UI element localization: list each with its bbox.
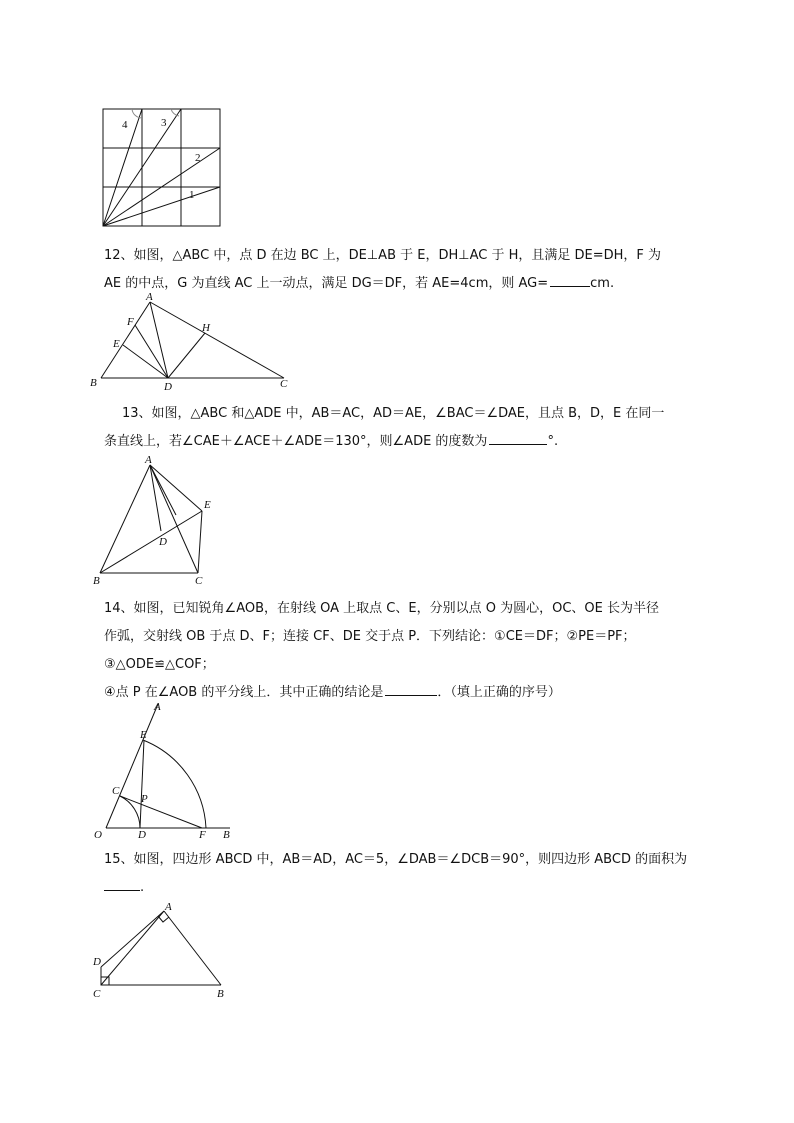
q15-label-c: C bbox=[93, 988, 101, 1000]
q15-quadrilateral-figure bbox=[88, 895, 233, 1005]
q13-label-c: C bbox=[195, 575, 203, 587]
q13-label-b: B bbox=[93, 575, 100, 587]
q14-label-e: E bbox=[140, 729, 147, 741]
q13-label-e: E bbox=[204, 499, 211, 511]
q14-label-d: D bbox=[138, 829, 146, 840]
q13-label-d: D bbox=[159, 536, 167, 548]
q14-label-f: F bbox=[199, 829, 206, 840]
q12-line-1: 12、如图，△ABC 中，点 D 在边 BC 上，DE⊥AB 于 E，DH⊥AC 于 H，且满足 DE=DH，F 为 bbox=[104, 248, 662, 263]
question-15 bbox=[104, 846, 714, 902]
q13-line-1: 13、如图，△ABC 和△ADE 中，AB＝AC，AD＝AE，∠BAC＝∠DAE，且点 B，D，E 在同一 bbox=[122, 406, 665, 421]
q13-label-a: A bbox=[145, 454, 152, 466]
grid-label-2: 2 bbox=[195, 152, 201, 164]
q12-triangle-figure bbox=[86, 290, 296, 392]
q14-line-1: 14、如图，已知锐角∠AOB，在射线 OA 上取点 C、E，分别以点 O 为圆心，OC、OE 长为半径 bbox=[104, 601, 659, 616]
q14-label-c: C bbox=[112, 785, 120, 797]
question-14 bbox=[104, 595, 704, 707]
q14-label-o: O bbox=[94, 829, 102, 840]
q12-answer-blank[interactable] bbox=[550, 272, 590, 287]
grid-label-3: 3 bbox=[161, 117, 167, 129]
q12-label-a: A bbox=[146, 291, 153, 303]
grid-label-4: 4 bbox=[122, 119, 128, 131]
q14-arc-figure bbox=[90, 700, 240, 840]
q14-label-a: A bbox=[154, 701, 161, 713]
q14-line-3: ③△ODE≌△COF； bbox=[104, 657, 215, 672]
q12-label-b: B bbox=[90, 377, 97, 389]
question-13 bbox=[104, 400, 712, 456]
q15-line-1: 15、如图，四边形 ABCD 中，AB＝AD，AC＝5，∠DAB＝∠DCB＝90°，则四边形 ABCD 的面积为 bbox=[104, 852, 688, 867]
q15-line-2: . bbox=[104, 874, 714, 902]
q14-label-b: B bbox=[223, 829, 230, 840]
q13-line-2: 条直线上，若∠CAE＋∠ACE＋∠ADE＝130°，则∠ADE 的度数为 °. bbox=[104, 428, 712, 456]
q15-label-b: B bbox=[217, 988, 224, 1000]
q13-answer-blank[interactable] bbox=[489, 430, 547, 445]
q14-answer-blank[interactable] bbox=[385, 681, 437, 696]
q12-line-2: AE 的中点，G 为直线 AC 上一动点，满足 DG＝DF，若 AE=4cm，则 AG= cm. bbox=[104, 270, 704, 298]
q15-answer-blank[interactable] bbox=[104, 876, 140, 891]
q12-label-c: C bbox=[280, 378, 288, 390]
q15-label-d: D bbox=[93, 956, 101, 968]
q14-line-2: 作弧，交射线 OB 于点 D、F；连接 CF、DE 交于点 P．下列结论：①CE＝DF；②PE＝PF； bbox=[104, 629, 636, 644]
q14-label-p: P bbox=[141, 793, 148, 805]
grid-figure bbox=[100, 106, 225, 230]
q12-label-e: E bbox=[113, 338, 120, 350]
grid-label-1: 1 bbox=[189, 189, 195, 201]
q12-label-h: H bbox=[202, 322, 210, 334]
q13-triangle-figure bbox=[88, 451, 218, 587]
q14-line-4: ④点 P 在∠AOB 的平分线上．其中正确的结论是 ．（填上正确的序号） bbox=[104, 679, 704, 707]
q12-label-f: F bbox=[127, 316, 134, 328]
q15-label-a: A bbox=[165, 901, 172, 913]
q12-label-d: D bbox=[164, 381, 172, 392]
